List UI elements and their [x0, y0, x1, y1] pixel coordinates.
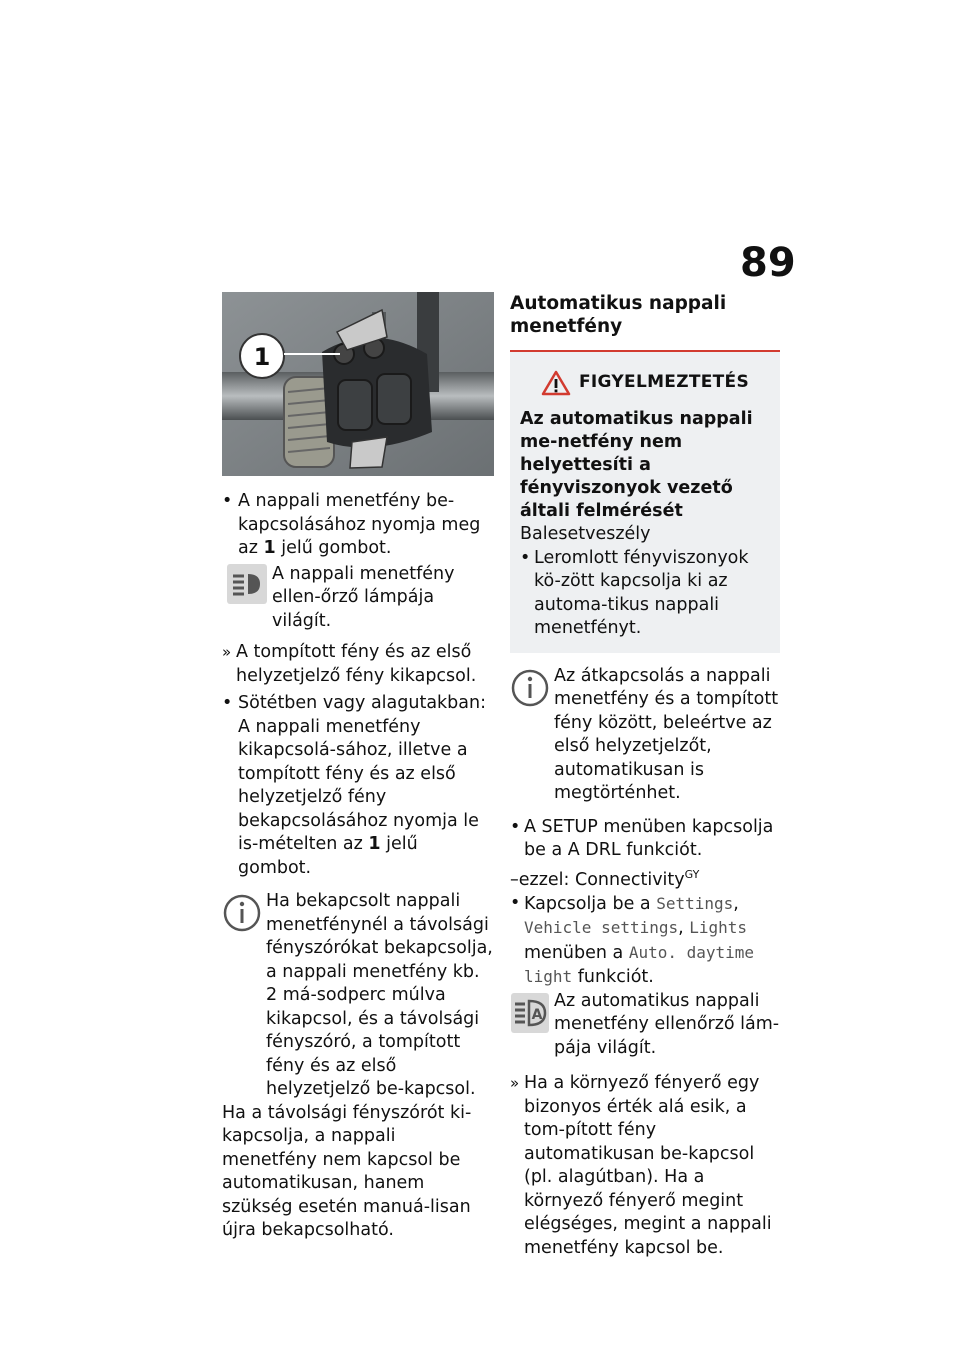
warning-label: FIGYELMEZTETÉS: [579, 372, 749, 393]
k-end: funkciót.: [572, 967, 654, 988]
k-mid: menüben a: [524, 942, 629, 963]
section-heading: Automatikus nappali menetfény: [510, 293, 727, 337]
indicator-text-right: Az automatikus nappali menetfény ellenőrző lám-pája világít.: [554, 990, 780, 1058]
result-right-text: Ha a környező fényerő egy bizonyos érték alá esik, a tom-pított fény automatikusan be-kapcsol (pl. alagútban). Ha a környező fényerő megint elégséges, megint a nappali menetfény kapcsol be.: [524, 1073, 772, 1258]
warning-bullet: • Leromlott fényviszonyok kö-zött kapcsolja ki az automa-tikus nappali menetfényt.: [520, 547, 770, 641]
info-icon: [222, 892, 262, 934]
info-note-left: [222, 892, 494, 1102]
code-vehicle-settings: Vehicle settings: [524, 918, 679, 938]
handlebar-illustration: [222, 292, 494, 476]
bullet1-num: 1: [263, 538, 276, 558]
sep2: ,: [678, 918, 690, 939]
warning-subtitle: Balesetveszély: [520, 524, 651, 544]
auto-daytime-light-indicator-icon: [510, 992, 550, 1034]
svg-text:A: A: [531, 1006, 543, 1023]
code-lights: Lights: [689, 918, 748, 938]
info-text-right: Az átkapcsolás a nappali menetfény és a tompított fény között, beleértve az első helyzetjelzőt, automatikusan is megtörténhet.: [554, 665, 779, 803]
bullet1-text-b: jelű gombot.: [275, 538, 392, 558]
bullet2-text-a: Sötétben vagy alagutakban: A nappali menetfény kikapcsolá-sához, illetve a tompított fény és az első helyzetjelző fény bekapcsolásához nyomja le is-mételten az: [238, 693, 486, 854]
info-text-left: Ha bekapcsolt nappali menetfénynél a távolsági fényszórókat bekapcsolja, a nappali menetfény kb. 2 má-sodperc múlva kikapcsol, és a távolsági fényszóró, a tompított fény és az első helyzetjelző be-kapcsol.: [266, 891, 493, 1099]
warning-bullet-text: Leromlott fényviszonyok kö-zött kapcsolja ki az automa-tikus nappali menetfényt.: [534, 547, 749, 638]
info-icon: [510, 667, 550, 709]
with-prefix: –ezzel: Connectivity: [510, 869, 685, 890]
code-auto-daytime-light: Auto. daytime light: [524, 942, 755, 987]
with-sup: GY: [684, 867, 700, 881]
bullet-switch-on: • A nappali menetfény be-kapcsolásához nyomja meg az 1 jelű gombot.: [222, 491, 481, 558]
warning-header: [520, 370, 770, 396]
bullet2-num: 1: [368, 834, 381, 854]
bullet-tunnel: • Sötétben vagy alagutakban: A nappali menetfény kikapcsolá-sához, illetve a tompított fény és az első helyzetjelző fény bekapcsolásához nyomja le is-mételten az 1 jelű gombot.: [222, 693, 486, 878]
info-note-right: [510, 667, 780, 806]
result-1: » A tompított fény és az első helyzetjelző fény kikapcsol.: [222, 641, 494, 688]
callout-number: 1: [253, 343, 271, 371]
info-text-left-2: Ha a távolsági fényszórót ki-kapcsolja, a nappali menetfény nem kapcsol be automatikusan, hanem szükség esetén manuá-lisan újra bekapcsolható.: [222, 1102, 472, 1240]
with-connectivity: [510, 863, 780, 892]
indicator-text: A nappali menetfény ellen-őrző lámpája világít.: [272, 563, 455, 631]
left-column: [222, 292, 494, 1243]
right-column: [510, 292, 780, 1260]
result-right: » Ha a környező fényerő egy bizonyos érték alá esik, a tom-pított fény automatikusan be-kapcsol (pl. alagútban). Ha a környező fényerő megint elégséges, megint a nappali menetfény kapcsol be.: [510, 1072, 780, 1260]
bullet-setup: • A SETUP menüben kapcsolja be a A DRL funkciót.: [510, 816, 780, 863]
result-1-text: A tompított fény és az első helyzetjelző fény kikapcsol.: [236, 642, 477, 686]
bullet1-text-a: A nappali menetfény be-kapcsolásához nyomja meg az: [238, 491, 481, 558]
handlebar-switch-photo: [222, 292, 494, 476]
daytime-light-indicator-icon: [226, 563, 268, 605]
bullet-setup-text: A SETUP menüben kapcsolja be a A DRL funkciót.: [524, 816, 774, 860]
indicator-note: [226, 563, 494, 634]
sep1: ,: [733, 893, 739, 914]
k1: Kapcsolja be a: [524, 893, 657, 914]
bullet2-text-b: jelű gombot.: [238, 834, 418, 878]
indicator-note-right: [510, 992, 780, 1061]
page-number: 89: [740, 240, 796, 286]
warning-title: Az automatikus nappali me-netfény nem helyettesíti a fényviszonyok vezető általi felmérését: [520, 409, 753, 521]
bullet-settings: • Kapcsolja be a Settings, Vehicle settings, Lights menüben a Auto. daytime light funkciót.: [510, 892, 755, 988]
warning-box: [510, 350, 780, 653]
warning-triangle-icon: [541, 370, 571, 396]
code-settings: Settings: [656, 893, 734, 913]
